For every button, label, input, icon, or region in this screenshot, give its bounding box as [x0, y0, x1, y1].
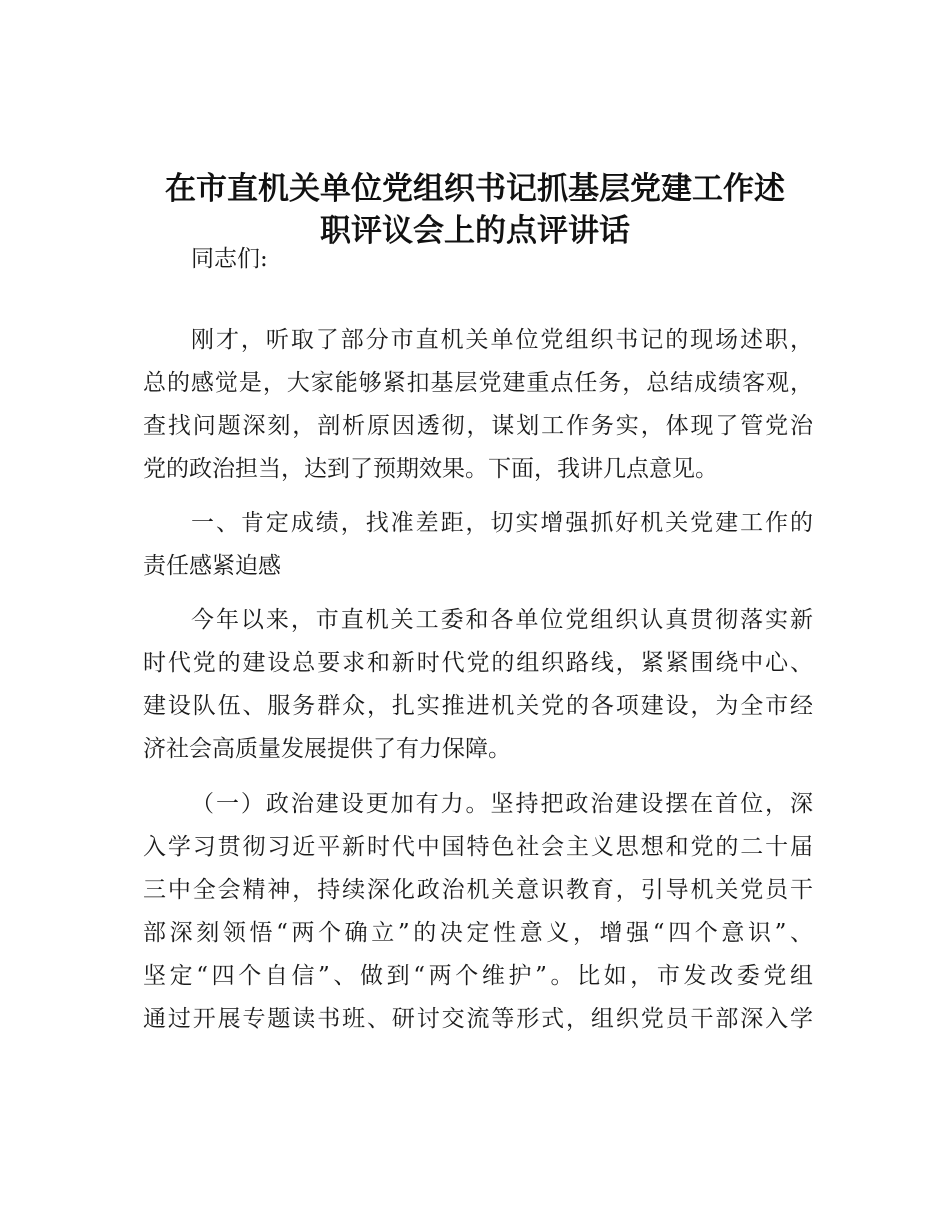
salutation: 同志们: [191, 246, 268, 272]
document-title-line-1: 在市直机关单位党组织书记抓基层党建工作述 [165, 171, 785, 207]
paragraph-1-line-4: 党的政治担当，达到了预期效果。下面，我讲几点意见。 [143, 456, 718, 482]
heading-1-line-1: 一、肯定成绩，找准差距，切实增强抓好机关党建工作的 [191, 510, 813, 536]
paragraph-1-line-1: 刚才，听取了部分市直机关单位党组织书记的现场述职， [191, 327, 813, 353]
paragraph-2-line-3: 建设队伍、服务群众，扎实推进机关党的各项建设，为全市经 [143, 693, 813, 719]
paragraph-2-line-2: 时代党的建设总要求和新时代党的组织路线，紧紧围绕中心、 [143, 650, 813, 676]
paragraph-3-line-6: 通过开展专题读书班、研讨交流等形式，组织党员干部深入学 [143, 1006, 813, 1032]
paragraph-3-line-3: 三中全会精神，持续深化政治机关意识教育，引导机关党员干 [143, 877, 813, 903]
paragraph-2-line-1: 今年以来，市直机关工委和各单位党组织认真贯彻落实新 [191, 607, 813, 633]
paragraph-1-line-2: 总的感觉是，大家能够紧扣基层党建重点任务，总结成绩客观， [143, 370, 813, 396]
paragraph-3-line-1: （一）政治建设更加有力。坚持把政治建设摆在首位，深 [191, 791, 813, 817]
document-title-line-2: 职评议会上的点评讲话 [320, 213, 630, 249]
heading-1-line-2: 责任感紧迫感 [143, 553, 281, 579]
paragraph-2-line-4: 济社会高质量发展提供了有力保障。 [143, 736, 511, 762]
paragraph-3-line-4: 部深刻领悟“两个确立”的决定性意义，增强“四个意识”、 [143, 920, 813, 946]
paragraph-1-line-3: 查找问题深刻，剖析原因透彻，谋划工作务实，体现了管党治 [143, 413, 813, 439]
paragraph-3-line-2: 入学习贯彻习近平新时代中国特色社会主义思想和党的二十届 [143, 834, 813, 860]
paragraph-3-line-5: 坚定“四个自信”、做到“两个维护”。比如，市发改委党组 [143, 963, 813, 989]
